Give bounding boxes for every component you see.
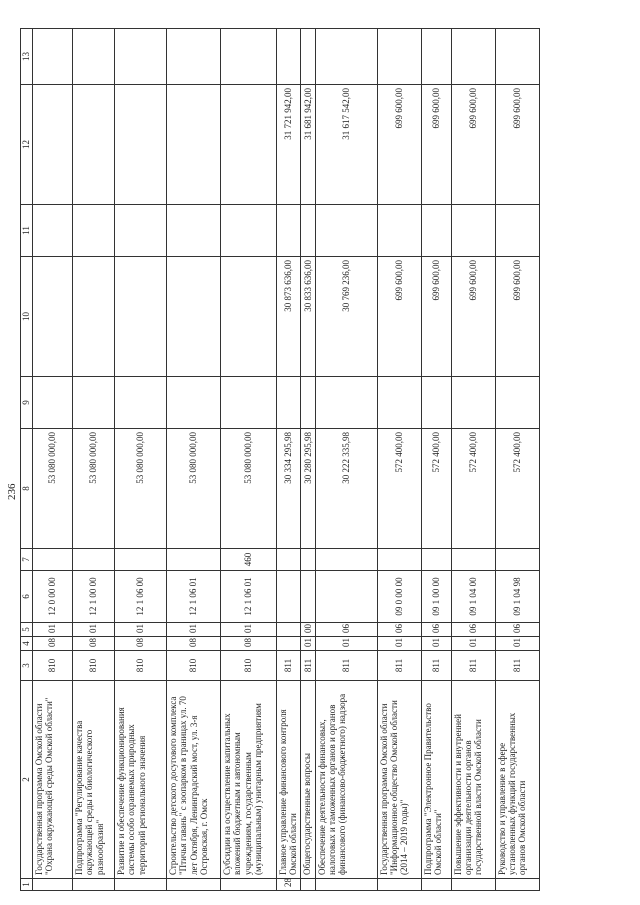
cell-num: [451, 879, 495, 891]
header-cell: 3: [21, 651, 33, 681]
cell-c10: 699 600,00: [377, 257, 421, 377]
cell-c6: 12 1 06 00: [115, 571, 167, 623]
cell-c9: [221, 377, 277, 429]
table-row: [421, 29, 451, 891]
cell-c3: 811: [495, 651, 539, 681]
cell-c8: 53 080 000,00: [33, 429, 73, 549]
header-cell: 10: [21, 257, 33, 377]
cell-c12: [73, 85, 115, 205]
cell-c7: [315, 549, 377, 571]
cell-c11: [451, 205, 495, 257]
cell-c9: [33, 377, 73, 429]
header-cell: 8: [21, 429, 33, 549]
cell-c8: 572 400,00: [377, 429, 421, 549]
cell-c11: [421, 205, 451, 257]
cell-c8: 572 400,00: [451, 429, 495, 549]
cell-c5: 06: [377, 623, 421, 637]
cell-c12: [221, 85, 277, 205]
cell-c9: [115, 377, 167, 429]
cell-c11: [221, 205, 277, 257]
cell-c6: 09 1 04 98: [495, 571, 539, 623]
table-row: [495, 29, 539, 891]
cell-num: [300, 879, 315, 891]
table-row: [315, 29, 377, 891]
table-row: [221, 29, 277, 891]
table-row: [167, 29, 221, 891]
cell-c10: 30 873 636,00: [277, 257, 301, 377]
cell-c8: 53 080 000,00: [221, 429, 277, 549]
page-number: 236: [6, 483, 18, 500]
cell-c9: [377, 377, 421, 429]
table-row: [377, 29, 421, 891]
cell-c13: [277, 29, 301, 85]
cell-c13: [451, 29, 495, 85]
cell-c4: 01: [451, 637, 495, 651]
cell-c12: 699 600,00: [421, 85, 451, 205]
cell-num: [377, 879, 421, 891]
cell-c9: [277, 377, 301, 429]
budget-table: [20, 28, 540, 891]
cell-num: [495, 879, 539, 891]
cell-c6: [315, 571, 377, 623]
cell-c12: 699 600,00: [451, 85, 495, 205]
cell-name: Общегосударственные вопросы: [300, 681, 315, 879]
cell-c12: 699 600,00: [495, 85, 539, 205]
cell-c3: 811: [421, 651, 451, 681]
cell-c13: [115, 29, 167, 85]
cell-c10: [73, 257, 115, 377]
cell-c10: [33, 257, 73, 377]
cell-c5: 01: [115, 623, 167, 637]
cell-c11: [33, 205, 73, 257]
header-cell: 4: [21, 637, 33, 651]
header-cell: 7: [21, 549, 33, 571]
header-cell: 2: [21, 681, 33, 879]
cell-c10: 699 600,00: [495, 257, 539, 377]
cell-c6: 12 1 06 01: [221, 571, 277, 623]
cell-c7: 460: [221, 549, 277, 571]
cell-c4: 01: [315, 637, 377, 651]
cell-c6: [300, 571, 315, 623]
cell-num: [221, 879, 277, 891]
cell-c6: [277, 571, 301, 623]
cell-c10: [221, 257, 277, 377]
cell-name: Государственная программа Омской области "Охрана окружающей среды Омской области": [33, 681, 73, 879]
cell-c7: [167, 549, 221, 571]
cell-c4: 08: [115, 637, 167, 651]
cell-c11: [300, 205, 315, 257]
cell-c3: 810: [221, 651, 277, 681]
cell-name: Обеспечение деятельности финансовых, налоговых и таможенных органов и органов финансового (финансово-бюджетного) надзора: [315, 681, 377, 879]
cell-c12: [115, 85, 167, 205]
cell-c3: 810: [115, 651, 167, 681]
cell-num: [73, 879, 115, 891]
cell-c9: [495, 377, 539, 429]
cell-c5: 00: [300, 623, 315, 637]
header-cell: 1: [21, 879, 33, 891]
cell-name: Повышение эффективности и внутренней организации деятельности органов государственной власти Омской области: [451, 681, 495, 879]
cell-c3: 811: [315, 651, 377, 681]
table-row: [33, 29, 73, 891]
cell-c7: [277, 549, 301, 571]
cell-c12: 699 600,00: [377, 85, 421, 205]
cell-c5: [277, 623, 301, 637]
cell-c8: 30 334 295,98: [277, 429, 301, 549]
cell-c3: 811: [300, 651, 315, 681]
cell-c4: 01: [300, 637, 315, 651]
cell-num: [315, 879, 377, 891]
cell-name: Подпрограмма "Электронное Правительство Омской области": [421, 681, 451, 879]
cell-c10: [167, 257, 221, 377]
header-cell: 13: [21, 29, 33, 85]
cell-num: [33, 879, 73, 891]
cell-c10: 30 769 236,00: [315, 257, 377, 377]
header-cell: 9: [21, 377, 33, 429]
cell-c12: [33, 85, 73, 205]
cell-c13: [421, 29, 451, 85]
cell-name: Развитие и обеспечение функционирования системы особо охраняемых природных территорий регионального значения: [115, 681, 167, 879]
cell-name: Государственная программа Омской области "Информационное общество Омской области (2014 – 2019 годы)": [377, 681, 421, 879]
cell-c8: 53 080 000,00: [73, 429, 115, 549]
cell-c8: 30 280 295,98: [300, 429, 315, 549]
cell-c10: [115, 257, 167, 377]
cell-name: Строительство детского досугового комплекса "Птичья гавань" с зоопарком в границах ул. 70 лет Октября, Ленинградский мост, ул. 3-я Островская, г. Омск: [167, 681, 221, 879]
cell-c6: 09 0 00 00: [377, 571, 421, 623]
cell-c5: 06: [451, 623, 495, 637]
cell-c13: [315, 29, 377, 85]
cell-c12: 31 681 942,00: [300, 85, 315, 205]
cell-c3: 811: [451, 651, 495, 681]
header-cell: 6: [21, 571, 33, 623]
cell-c7: [115, 549, 167, 571]
cell-c3: 811: [377, 651, 421, 681]
cell-c9: [73, 377, 115, 429]
cell-c10: 699 600,00: [421, 257, 451, 377]
header-cell: 11: [21, 205, 33, 257]
cell-c13: [300, 29, 315, 85]
cell-c7: [33, 549, 73, 571]
cell-num: [421, 879, 451, 891]
table-row: [73, 29, 115, 891]
cell-c10: 699 600,00: [451, 257, 495, 377]
header-cell: 5: [21, 623, 33, 637]
cell-c12: 31 721 942,00: [277, 85, 301, 205]
cell-c6: 09 1 00 00: [421, 571, 451, 623]
cell-c5: 06: [495, 623, 539, 637]
cell-c6: 12 0 00 00: [33, 571, 73, 623]
table-row: [115, 29, 167, 891]
cell-num: [167, 879, 221, 891]
cell-c4: 08: [73, 637, 115, 651]
cell-c13: [377, 29, 421, 85]
cell-c12: [167, 85, 221, 205]
cell-c9: [421, 377, 451, 429]
cell-c5: 06: [421, 623, 451, 637]
cell-c7: [451, 549, 495, 571]
cell-c4: 08: [33, 637, 73, 651]
cell-c7: [421, 549, 451, 571]
cell-c5: 01: [33, 623, 73, 637]
cell-c3: 810: [73, 651, 115, 681]
cell-c6: 12 1 00 00: [73, 571, 115, 623]
cell-c13: [495, 29, 539, 85]
cell-c8: 53 080 000,00: [115, 429, 167, 549]
cell-c4: 01: [377, 637, 421, 651]
cell-c4: 01: [495, 637, 539, 651]
cell-c11: [73, 205, 115, 257]
cell-c13: [221, 29, 277, 85]
cell-c13: [33, 29, 73, 85]
cell-c9: [300, 377, 315, 429]
cell-c5: 01: [73, 623, 115, 637]
cell-c11: [315, 205, 377, 257]
cell-c8: 572 400,00: [495, 429, 539, 549]
cell-c5: 06: [315, 623, 377, 637]
cell-c13: [73, 29, 115, 85]
cell-c3: 810: [167, 651, 221, 681]
cell-c8: 53 080 000,00: [167, 429, 221, 549]
cell-c8: 30 222 335,98: [315, 429, 377, 549]
cell-num: [115, 879, 167, 891]
cell-name: Главное управление финансового контроля Омской области: [277, 681, 301, 879]
cell-c9: [451, 377, 495, 429]
cell-c13: [167, 29, 221, 85]
header-row: [21, 29, 33, 891]
cell-c11: [377, 205, 421, 257]
cell-c7: [377, 549, 421, 571]
cell-c5: 01: [167, 623, 221, 637]
cell-c12: 31 617 542,00: [315, 85, 377, 205]
cell-c9: [315, 377, 377, 429]
table-row: [300, 29, 315, 891]
table-row: [277, 29, 301, 891]
cell-c6: 09 1 04 00: [451, 571, 495, 623]
cell-c10: 30 833 636,00: [300, 257, 315, 377]
cell-c6: 12 1 06 01: [167, 571, 221, 623]
cell-c11: [167, 205, 221, 257]
cell-name: Руководство и управление в сфере установленных функций государственных органов Омской области: [495, 681, 539, 879]
cell-c7: [495, 549, 539, 571]
cell-c9: [167, 377, 221, 429]
cell-c4: [277, 637, 301, 651]
cell-c7: [73, 549, 115, 571]
cell-c5: 01: [221, 623, 277, 637]
cell-num: 28: [277, 879, 301, 891]
cell-c7: [300, 549, 315, 571]
cell-name: Подпрограмма "Регулирование качества окружающей среды и биологического разнообразия": [73, 681, 115, 879]
cell-c11: [277, 205, 301, 257]
cell-c4: 08: [167, 637, 221, 651]
cell-c4: 08: [221, 637, 277, 651]
table-row: [451, 29, 495, 891]
cell-c11: [495, 205, 539, 257]
cell-c8: 572 400,00: [421, 429, 451, 549]
cell-c3: 810: [33, 651, 73, 681]
cell-c4: 01: [421, 637, 451, 651]
cell-c3: 811: [277, 651, 301, 681]
cell-name: Субсидии на осуществление капитальных вложений бюджетным и автономным учреждениям, государственным (муниципальным) унитарным предприятиям: [221, 681, 277, 879]
cell-c11: [115, 205, 167, 257]
header-cell: 12: [21, 85, 33, 205]
